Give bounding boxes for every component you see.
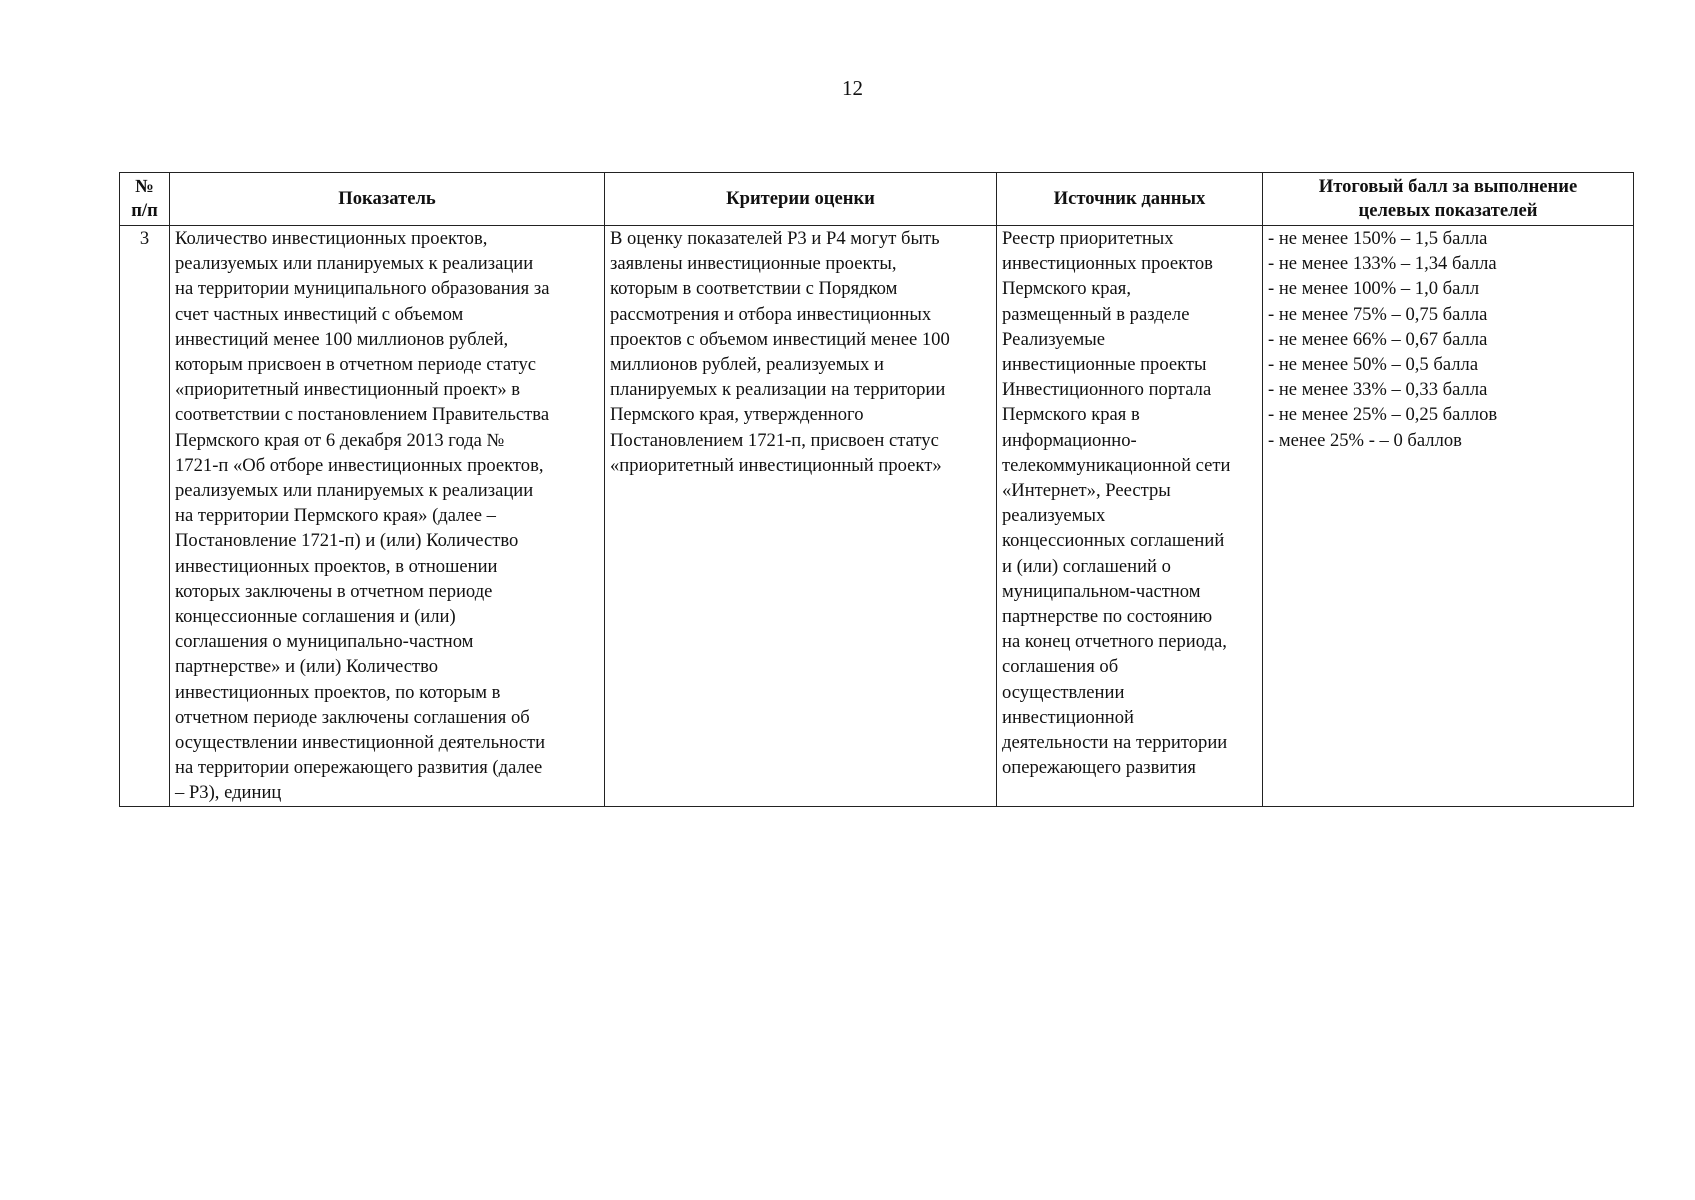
indicator-cell: Количество инвестиционных проектов, реализуемых или планируемых к реализации на территории муниципального образования за счет частных инвестиций с объемом инвестиций менее 100 миллионов рублей, которым присвоен в отчетном периоде статус «приоритетный инвестиционный проект» в соответствии с постановлением Правительства Пермского края от 6 декабря 2013 года № 1721-п «Об отборе инвестиционных проектов, реализуемых или планируемых к реализации на территории Пермского края» (далее – Постановление 1721-п) и (или) Количество инвестиционных проектов, в отношении которых заключены в отчетном периоде концессионные соглашения и (или) соглашения о муниципально-частном партнерстве» и (или) Количество инвестиционных проектов, по которым в отчетном периоде заключены соглашения об осуществлении инвестиционной деятельности на территории опережающего развития (далее – Р3), единиц [170, 226, 605, 807]
score-item: - не менее 66% – 0,67 балла [1268, 328, 1488, 350]
header-source: Источник данных [997, 173, 1263, 226]
score-item: - не менее 50% – 0,5 балла [1268, 354, 1479, 376]
score-item: - не менее 150% – 1,5 балла [1268, 228, 1488, 249]
header-criteria: Критерии оценки [605, 173, 997, 226]
header-score: Итоговый балл за выполнение целевых показателей [1263, 173, 1634, 226]
score-item: - не менее 75% – 0,75 балла [1268, 303, 1488, 325]
page-number: 12 [842, 76, 863, 100]
score-item: - не менее 25% – 0,25 баллов [1268, 404, 1498, 426]
table-header-row [120, 173, 1634, 226]
criteria-cell: В оценку показателей Р3 и Р4 могут быть заявлены инвестиционные проекты, которым в соответствии с Порядком рассмотрения и отбора инвестиционных проектов с объемом инвестиций менее 100 миллионов рублей, реализуемых и планируемых к реализации на территории Пермского края, утвержденного Постановлением 1721-п, присвоен статус «приоритетный инвестиционный проект» [605, 226, 997, 807]
header-indicator: Показатель [170, 173, 605, 226]
score-item: - не менее 133% – 1,34 балла [1268, 253, 1497, 275]
row-number: 3 [120, 226, 170, 807]
header-number: № п/п [120, 173, 170, 226]
score-list [1268, 226, 1628, 453]
score-item: - не менее 33% – 0,33 балла [1268, 379, 1488, 401]
indicators-table [119, 172, 1634, 807]
score-item: - менее 25% - – 0 баллов [1268, 429, 1462, 451]
score-cell [1263, 226, 1634, 807]
table-row [120, 226, 1634, 807]
source-cell: Реестр приоритетных инвестиционных проектов Пермского края, размещенный в разделе Реализуемые инвестиционные проекты Инвестиционного портала Пермского края в информационно- телекоммуникационной сети «Интернет», Реестры реализуемых концессионных соглашений и (или) соглашений о муниципальном-частном партнерстве по состоянию на конец отчетного периода, соглашения об осуществлении инвестиционной деятельности на территории опережающего развития [997, 226, 1263, 807]
score-item: - не менее 100% – 1,0 балл [1268, 278, 1480, 300]
